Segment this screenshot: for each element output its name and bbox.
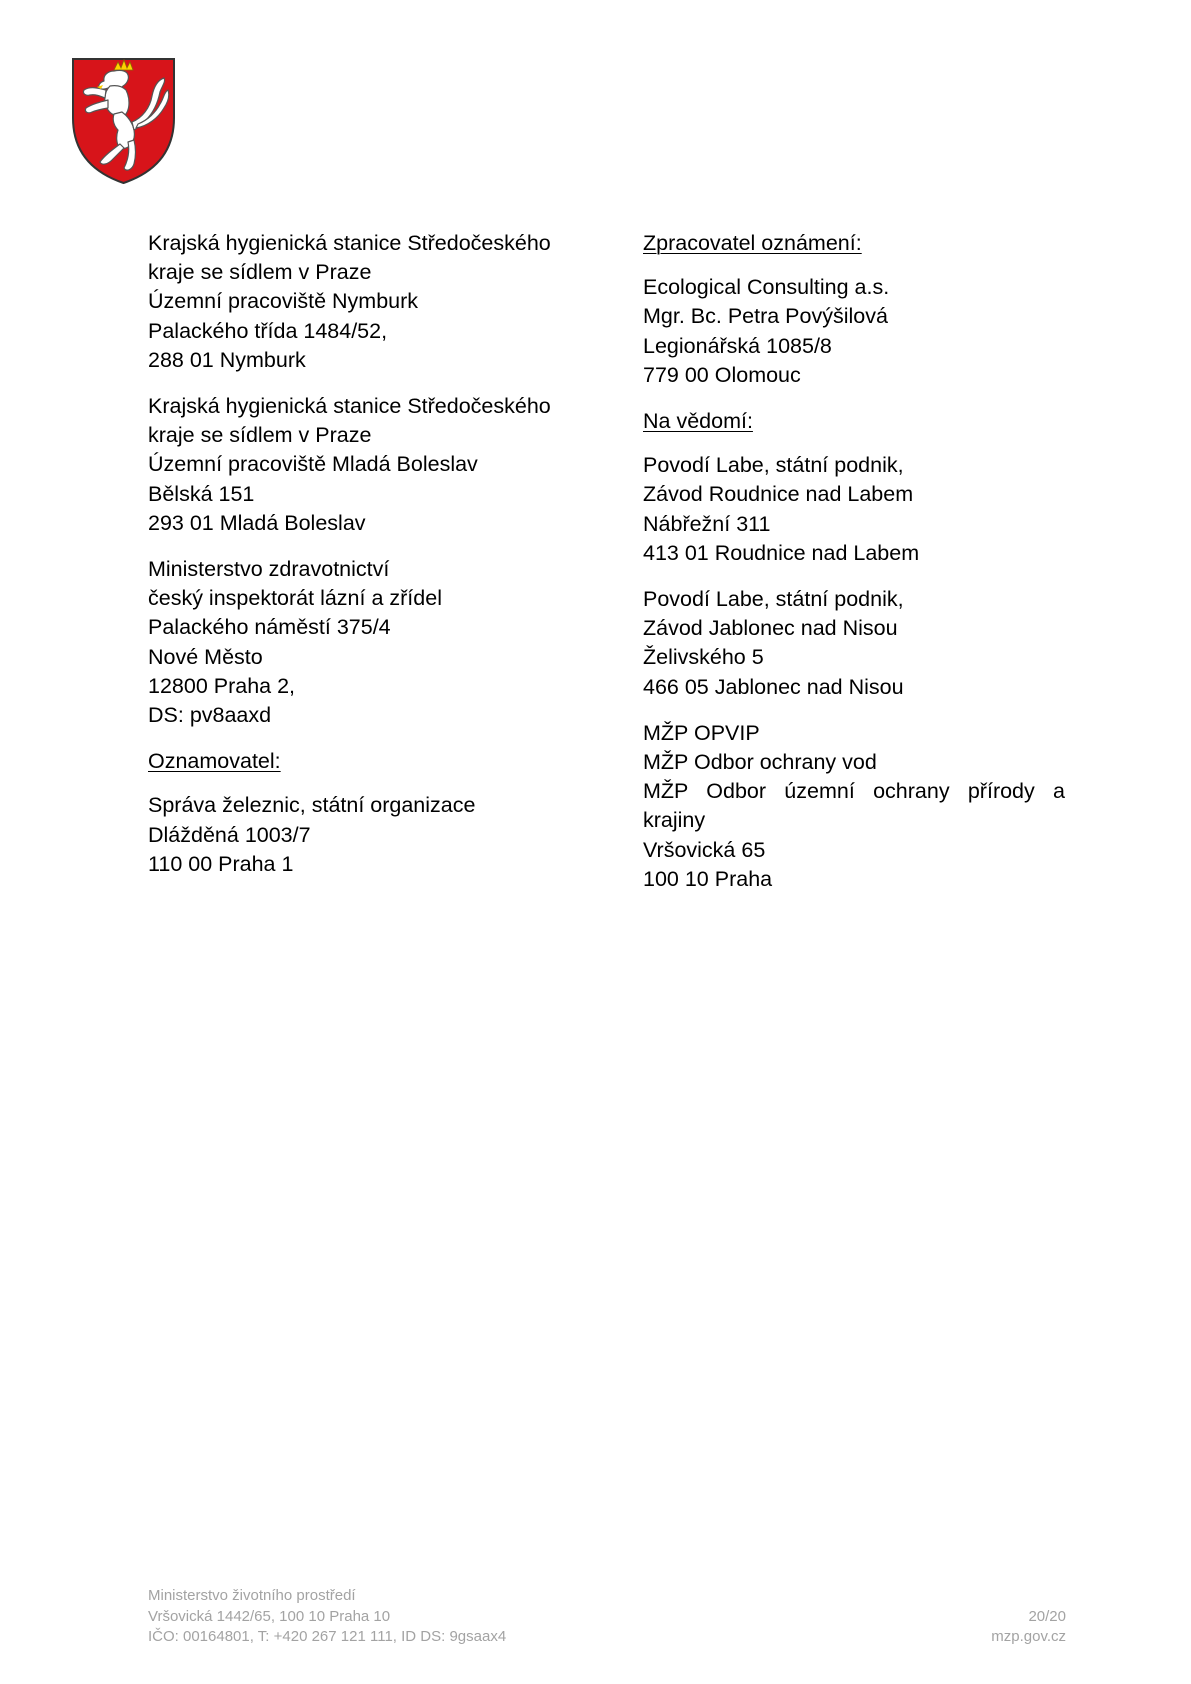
address-line: 413 01 Roudnice nad Labem (643, 540, 920, 565)
address-line: 466 05 Jablonec nad Nisou (643, 674, 904, 699)
address-line: Mgr. Bc. Petra Povýšilová (643, 304, 888, 329)
processor-block (643, 229, 1065, 390)
address-line: Správa železnic, státní organizace (148, 793, 476, 818)
address-line: 779 00 Olomouc (643, 362, 801, 387)
address-line: Vršovická 65 (643, 837, 766, 862)
address-line: Krajská hygienická stanice Středočeského (148, 231, 551, 255)
address-line: Ecological Consulting a.s. (643, 275, 890, 300)
recipient-block (148, 555, 578, 730)
address-line: Želivského 5 (643, 645, 764, 670)
recipients-left-column (148, 229, 578, 896)
section-heading-notifier: Oznamovatel: (148, 749, 281, 774)
footer-address: Vršovická 1442/65, 100 10 Praha 10 (148, 1607, 391, 1625)
address-line: 12800 Praha 2, (148, 673, 296, 698)
footer-meta (991, 1607, 1066, 1648)
cc-block (643, 407, 1065, 568)
address-line: krajiny (643, 808, 706, 833)
footer-website: mzp.gov.cz (991, 1628, 1066, 1645)
address-line: Územní pracoviště Nymburk (148, 289, 419, 314)
recipient-block (643, 585, 1065, 702)
address-line: Bělská 151 (148, 481, 255, 506)
address-line: MŽP Odbor ochrany vod (643, 750, 877, 775)
address-line: Povodí Labe, státní podnik, (643, 453, 904, 478)
address-line: 110 00 Praha 1 (148, 851, 294, 876)
address-line: Palackého náměstí 375/4 (148, 615, 391, 640)
address-line: Závod Roudnice nad Labem (643, 482, 914, 507)
address-line: MŽP Odbor územní ochrany přírody a (643, 779, 1065, 804)
address-line: český inspektorát lázní a zřídel (148, 586, 442, 611)
notifier-block (148, 747, 578, 879)
footer-ids: IČO: 00164801, T: +420 267 121 111, ID DS: 9gsaax4 (148, 1628, 507, 1645)
section-heading-cc: Na vědomí: (643, 409, 753, 434)
page-number: 20/20 (1028, 1607, 1066, 1625)
footer-contact (148, 1586, 506, 1648)
address-line: Povodí Labe, státní podnik, (643, 587, 904, 612)
address-line: Nábřežní 311 (643, 511, 771, 536)
address-line: MŽP OPVIP (643, 720, 760, 745)
recipient-block (148, 229, 578, 375)
address-line: Legionářská 1085/8 (643, 333, 832, 358)
section-heading-processor: Zpracovatel oznámení: (643, 231, 862, 255)
address-line: kraje se sídlem v Praze (148, 260, 372, 285)
address-line: 100 10 Praha (643, 866, 773, 891)
address-line: 293 01 Mladá Boleslav (148, 510, 366, 535)
address-line: Závod Jablonec nad Nisou (643, 616, 898, 641)
address-line: Územní pracoviště Mladá Boleslav (148, 452, 478, 477)
recipients-right-column (643, 229, 1065, 911)
address-line: Palackého třída 1484/52, (148, 318, 388, 343)
recipient-block (148, 392, 578, 538)
address-line: DS: pv8aaxd (148, 703, 272, 728)
address-line: Krajská hygienická stanice Středočeského (148, 394, 551, 419)
recipient-block (643, 719, 1065, 894)
address-line: 288 01 Nymburk (148, 347, 306, 372)
coat-of-arms-icon (70, 56, 177, 186)
footer-org: Ministerstvo životního prostředí (148, 1587, 356, 1604)
address-line: kraje se sídlem v Praze (148, 423, 372, 448)
address-line: Ministerstvo zdravotnictví (148, 557, 390, 582)
address-line: Nové Město (148, 644, 263, 669)
address-line: Dlážděná 1003/7 (148, 822, 311, 847)
